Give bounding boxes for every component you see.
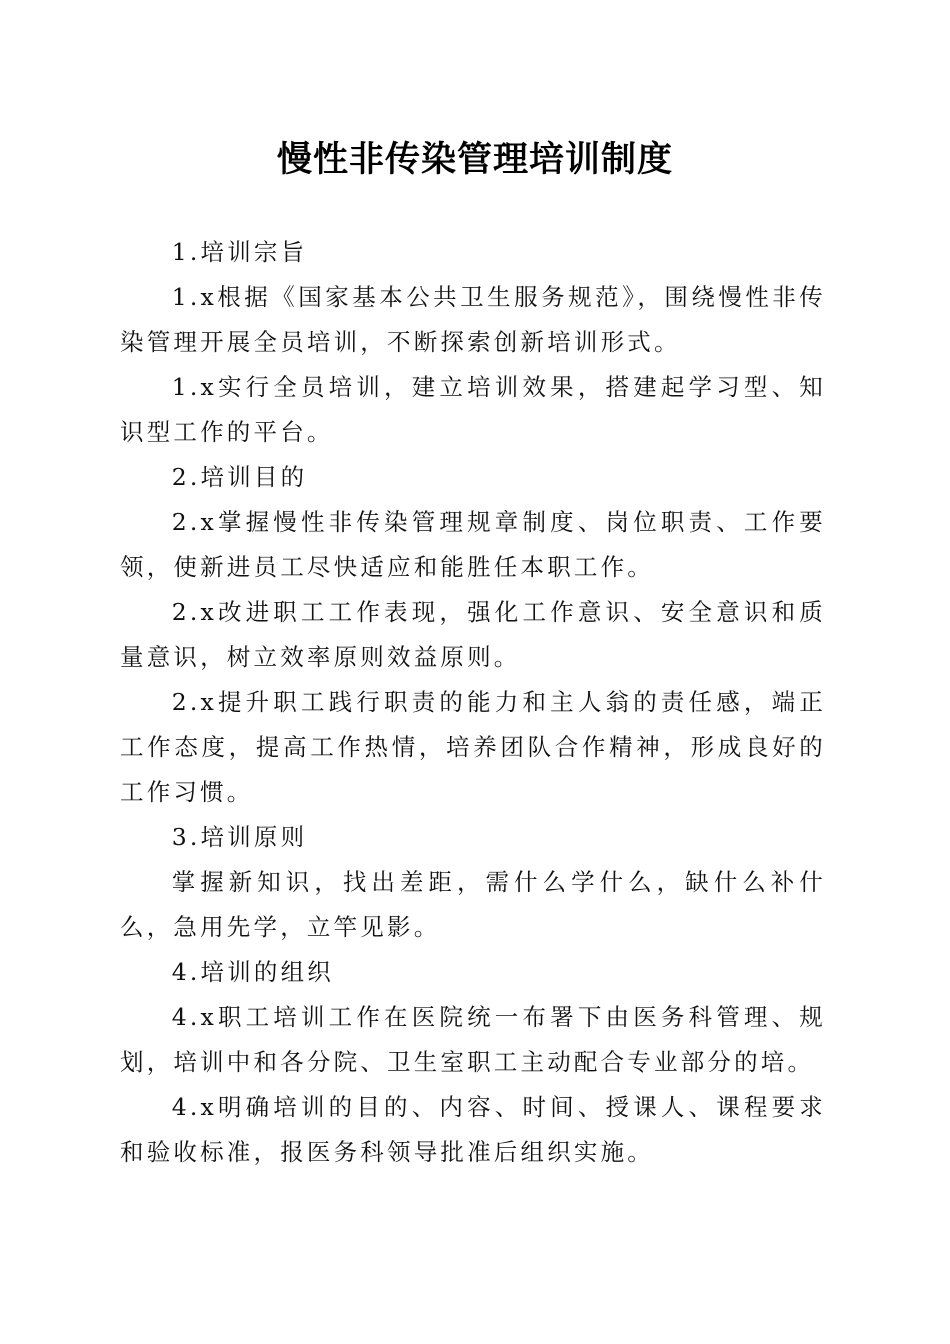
paragraph-4-2: 4.x明确培训的目的、内容、时间、授课人、课程要求和验收标准，报医务科领导批准后组织实施。 — [120, 1093, 826, 1166]
paragraph-3-1: 掌握新知识，找出差距，需什么学什么，缺什么补什么，急用先学，立竿见影。 — [120, 868, 826, 941]
paragraph-1-2: 1.x实行全员培训，建立培训效果，搭建起学习型、知识型工作的平台。 — [120, 373, 826, 446]
paragraph-heading-3: 3.培训原则 — [171, 823, 308, 851]
paragraph-1-1: 1.x根据《国家基本公共卫生服务规范》，围绕慢性非传染管理开展全员培训，不断探索创新培训形式。 — [120, 283, 826, 356]
paragraph-heading-1: 1.培训宗旨 — [171, 238, 308, 266]
paragraph-4-1: 4.x职工培训工作在医院统一布署下由医务科管理、规划，培训中和各分院、卫生室职工主动配合专业部分的培。 — [120, 1003, 826, 1076]
paragraph-2-2: 2.x改进职工工作表现，强化工作意识、安全意识和质量意识，树立效率原则效益原则。 — [120, 598, 826, 671]
paragraph-2-3: 2.x提升职工践行职责的能力和主人翁的责任感，端正工作态度，提高工作热情，培养团队合作精神，形成良好的工作习惯。 — [120, 688, 826, 806]
paragraph-2-1: 2.x掌握慢性非传染管理规章制度、岗位职责、工作要领，使新进员工尽快适应和能胜任本职工作。 — [120, 508, 826, 581]
document-title: 慢性非传染管理培训制度 — [276, 139, 673, 180]
paragraph-heading-4: 4.培训的组织 — [171, 958, 335, 986]
document-body — [120, 230, 826, 1175]
paragraph-heading-2: 2.培训目的 — [171, 463, 308, 491]
